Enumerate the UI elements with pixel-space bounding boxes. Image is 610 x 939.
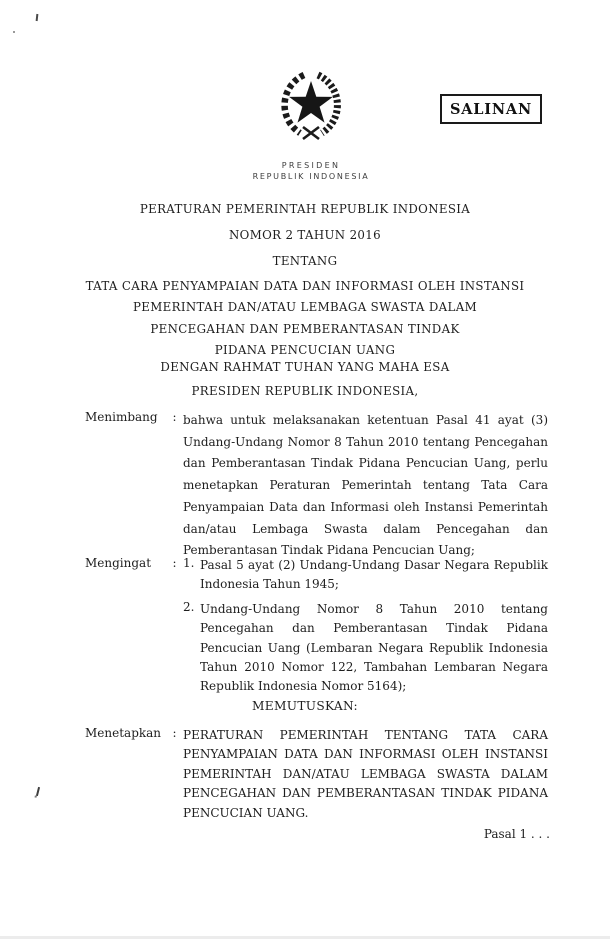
- letterhead-republik-indonesia: REPUBLIK INDONESIA: [252, 172, 370, 181]
- regulation-subject: TATA CARA PENYAMPAIAN DATA DAN INFORMASI OLEH INSTANSI PEMERINTAH DAN/ATAU LEMBAGA SWASTA DALAM PENCEGAHAN DAN PEMBERANTASAN TINDAK PIDANA PENCUCIAN UANG: [85, 279, 525, 357]
- menetapkan-section: [85, 726, 548, 823]
- menetapkan-text: PERATURAN PEMERINTAH TENTANG TATA CARA PENYAMPAIAN DATA DAN INFORMASI OLEH INSTANSI PEMERINTAH DAN/ATAU LEMBAGA SWASTA DALAM PENCEGAHAN DAN PEMBERANTASAN TINDAK PIDANA PENCUCIAN UANG.: [183, 728, 548, 820]
- menimbang-colon: :: [172, 410, 177, 424]
- mengingat-list: [183, 556, 548, 697]
- mengingat-item-2: [183, 600, 548, 697]
- mengingat-item-2-text: Undang-Undang Nomor 8 Tahun 2010 tentang Pencegahan dan Pemberantasan Tindak Pidana Pencucian Uang (Lembaran Negara Republik Indonesia Tahun 2010 Nomor 122, Tambahan Lembaran Negara Republik Indonesia Nomor 5164);: [200, 601, 548, 694]
- menimbang-text: bahwa untuk melaksanakan ketentuan Pasal 41 ayat (3) Undang-Undang Nomor 8 Tahun 2010 tentang Pencegahan dan Pemberantasan Tindak Pidana Pencucian Uang, perlu menetapkan Peraturan Pemerintah tentang Tata Cara Penyampaian Data dan Informasi oleh Instansi Pemerintah dan/atau Lembaga Swasta dalam Pencegahan dan Pemberantasan Tindak Pidana Pencucian Uang;: [183, 413, 548, 558]
- scan-speck: [36, 14, 39, 21]
- tentang-label: TENTANG: [272, 254, 338, 268]
- scan-speck: [36, 787, 40, 796]
- mengingat-item-1-text: Pasal 5 ayat (2) Undang-Undang Dasar Negara Republik Indonesia Tahun 1945;: [200, 558, 548, 592]
- mengingat-item-1: [183, 556, 548, 595]
- invocation-line: DENGAN RAHMAT TUHAN YANG MAHA ESA: [160, 360, 450, 374]
- menetapkan-label: Menetapkan: [85, 726, 162, 740]
- regulation-number: NOMOR 2 TAHUN 2016: [229, 228, 381, 242]
- mengingat-item-1-number: 1.: [183, 556, 195, 570]
- authority-line: PRESIDEN REPUBLIK INDONESIA,: [191, 384, 419, 398]
- salinan-stamp: [440, 94, 542, 124]
- menetapkan-colon: :: [172, 726, 177, 740]
- mengingat-item-2-number: 2.: [183, 599, 195, 614]
- regulation-title: PERATURAN PEMERINTAH REPUBLIK INDONESIA: [139, 202, 471, 216]
- letterhead-presiden: PRESIDEN: [281, 161, 341, 170]
- menimbang-label: Menimbang: [85, 410, 158, 424]
- scan-speck: [13, 31, 15, 33]
- pasal-1-reference: Pasal 1 . . .: [483, 827, 550, 841]
- mengingat-section: [85, 556, 548, 697]
- memutuskan-heading: MEMUTUSKAN:: [252, 699, 358, 713]
- presidential-star-wreath-seal-icon: [272, 70, 350, 150]
- salinan-stamp-label: SALINAN: [449, 100, 533, 118]
- menimbang-section: [85, 410, 548, 562]
- mengingat-label: Mengingat: [85, 556, 152, 570]
- mengingat-colon: :: [172, 556, 177, 570]
